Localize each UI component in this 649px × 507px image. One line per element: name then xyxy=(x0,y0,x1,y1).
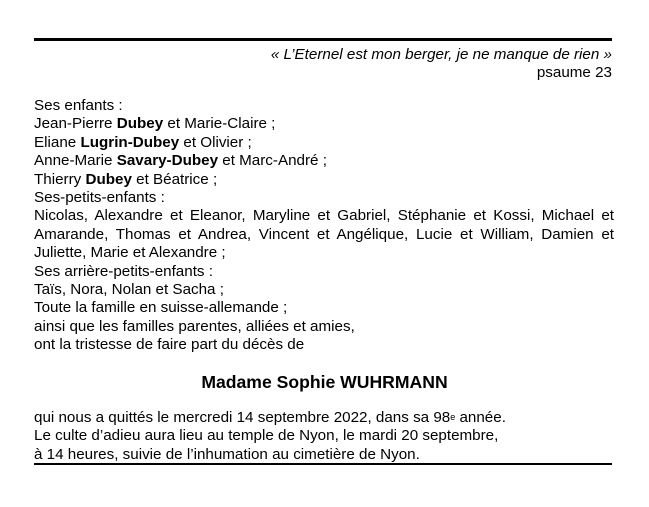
family-list xyxy=(34,97,614,355)
announcement-line: ont la tristesse de faire part du décès de xyxy=(34,336,305,354)
death-date-end: année. xyxy=(455,409,506,426)
ordinal-suffix: e xyxy=(450,412,456,422)
child-surname: Lugrin-Dubey xyxy=(80,133,180,151)
great-grandchildren-heading: Ses arrière-petits-enfants : xyxy=(34,262,213,280)
child-first-name: Anne-Marie xyxy=(34,152,117,170)
burial-line: à 14 heures, suivie de l’inhumation au cimetière de Nyon. xyxy=(34,445,420,463)
child-partner: et Marc-André ; xyxy=(218,152,327,170)
bottom-rule xyxy=(34,463,612,465)
child-line xyxy=(34,152,614,170)
great-grandchildren-list: Taïs, Nora, Nolan et Sacha ; xyxy=(34,281,224,299)
child-line xyxy=(34,115,614,133)
child-surname: Dubey xyxy=(116,115,164,133)
child-first-name: Thierry xyxy=(34,170,86,188)
child-line xyxy=(34,134,614,152)
service-line: Le culte d’adieu aura lieu au temple de Nyon, le mardi 20 septembre, xyxy=(34,427,499,445)
child-partner: et Olivier ; xyxy=(179,133,252,151)
child-surname: Savary-Dubey xyxy=(116,152,219,170)
top-rule xyxy=(34,38,612,41)
death-date-line xyxy=(34,409,614,427)
grandchildren-list: Nicolas, Alexandre et Eleanor, Maryline et Gabriel, Stéphanie et Kossi, Michael et Amarande, Thomas et Andrea, Vincent et Angélique, Lucie et William, Damien et Juliette, Marie et Alexandre ; xyxy=(34,207,614,262)
child-line xyxy=(34,171,614,189)
child-first-name: Eliane xyxy=(34,133,81,151)
psalm-reference: psaume 23 xyxy=(536,64,612,81)
extended-family-line: Toute la famille en suisse-allemande ; xyxy=(34,299,288,317)
psalm-quote: « L’Eternel est mon berger, je ne manque de rien » xyxy=(270,46,612,63)
relatives-line: ainsi que les familles parentes, alliées et amies, xyxy=(34,317,355,335)
grandchildren-heading: Ses-petits-enfants : xyxy=(34,189,165,207)
children-heading: Ses enfants : xyxy=(34,97,123,114)
child-first-name: Jean-Pierre xyxy=(34,115,117,133)
death-date-text: qui nous a quittés le mercredi 14 septembre 2022, dans sa 98 xyxy=(34,409,451,426)
child-surname: Dubey xyxy=(85,170,132,188)
child-partner: et Marie-Claire ; xyxy=(163,115,276,133)
deceased-name: Madame Sophie WUHRMANN xyxy=(201,372,448,392)
closing-text xyxy=(34,409,614,464)
child-partner: et Béatrice ; xyxy=(131,170,218,188)
